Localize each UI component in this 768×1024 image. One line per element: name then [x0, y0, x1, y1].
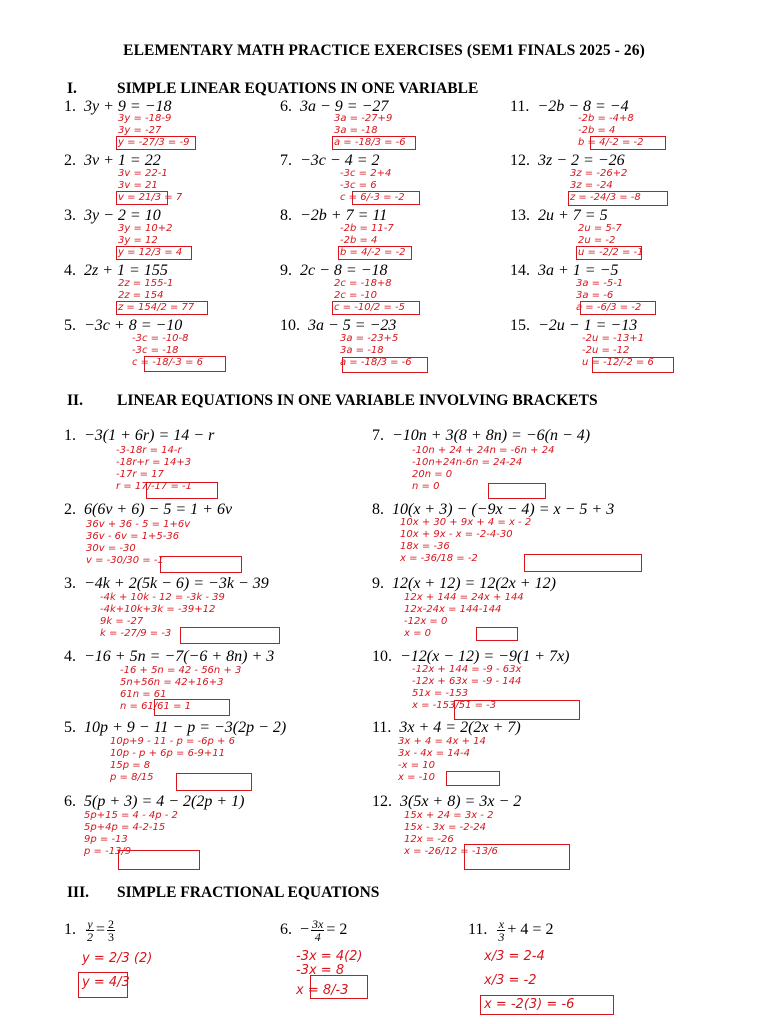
s2-problem-12: 12. 3(5x + 8) = 3x − 2 — [372, 793, 522, 810]
s1-work-11: -2b = -4+8 -2b = 4 b = 4/-2 = -2 — [578, 113, 644, 148]
s1-answer-box-12 — [568, 191, 668, 206]
s1-work-3: 3y = 10+2 3y = 12 y = 12/3 = 4 — [118, 223, 183, 258]
s1-work-4: 2z = 155-1 2z = 154 z = 154/2 = 77 — [118, 278, 195, 313]
s1-work-10: 3a = -23+5 3a = -18 a = -18/3 = -6 — [340, 333, 412, 368]
s1-answer-box-13 — [576, 246, 642, 260]
s1-problem-1: 1. 3y + 9 = −18 — [64, 98, 172, 115]
s2-work-8: 10x + 30 + 9x + 4 = x - 2 10x + 9x - x = -2-4-30 18x = -36 x = -36/18 = -2 — [400, 517, 532, 564]
s1-answer-box-8 — [338, 246, 412, 260]
s3-problem-1: 1. $\frac{y}{2}$ = $\frac{2}{3}$ — [64, 917, 115, 944]
s1-problem-12: 12. 3z − 2 = −26 — [510, 152, 625, 169]
s2-answer-box-4 — [154, 699, 230, 716]
s1-work-15: -2u = -13+1 -2u = -12 u = -12/-2 = 6 — [582, 333, 654, 368]
s1-work-12: 3z = -26+2 3z = -24 z = -24/3 = -8 — [570, 168, 641, 203]
s2-work-9: 12x + 144 = 24x + 144 12x-24x = 144-144 -12x = 0 x = 0 — [404, 592, 524, 639]
s2-problem-7: 7. −10n + 3(8 + 8n) = −6(n − 4) — [372, 427, 591, 444]
s2-work-7: -10n + 24 + 24n = -6n + 24 -10n+24n-6n = 24-24 20n = 0 n = 0 — [412, 445, 555, 492]
s2-work-6: 5p+15 = 4 - 4p - 2 5p+4p = 4-2-15 9p = -13 p = -13/9 — [84, 810, 178, 857]
s1-work-6: 3a = -27+9 3a = -18 a = -18/3 = -6 — [334, 113, 406, 148]
s1-problem-2: 2. 3v + 1 = 22 — [64, 152, 161, 169]
s3-work-6: -3x = 4(2) -3x = 8 x = 8/-3 — [296, 949, 363, 998]
s1-answer-box-9 — [332, 301, 420, 315]
s1-answer-box-11 — [590, 136, 666, 150]
s2-problem-3: 3. −4k + 2(5k − 6) = −3k − 39 — [64, 575, 269, 592]
s2-problem-4: 4. −16 + 5n = −7(−6 + 8n) + 3 — [64, 648, 275, 665]
s2-answer-box-1 — [146, 482, 218, 499]
s3-answer-box-11 — [480, 995, 614, 1015]
s1-answer-box-7 — [352, 191, 420, 205]
s1-problem-10: 10. 3a − 5 = −23 — [280, 317, 397, 334]
s1-problem-4: 4. 2z + 1 = 155 — [64, 262, 168, 279]
s1-work-5: -3c = -10-8 -3c = -18 c = -18/-3 = 6 — [132, 333, 204, 368]
s2-answer-box-11 — [446, 771, 500, 786]
section-3-title: SIMPLE FRACTIONAL EQUATIONS — [117, 884, 380, 901]
s2-work-11: 3x + 4 = 4x + 14 3x - 4x = 14-4 -x = 10 x = -10 — [398, 736, 486, 783]
section-1-number: I. — [67, 80, 77, 97]
s2-work-5: 10p+9 - 11 - p = -6p + 6 10p - p + 6p = 6-9+11 15p = 8 p = 8/15 — [110, 736, 235, 783]
s3-answer-box-6 — [310, 975, 368, 999]
s2-problem-8: 8. 10(x + 3) − (−9x − 4) = x − 5 + 3 — [372, 501, 615, 518]
s3-work-1: y = 2/3 (2) y = 4/3 — [82, 951, 153, 990]
s1-answer-box-14 — [580, 301, 656, 315]
s1-answer-box-2 — [116, 191, 168, 205]
s2-answer-box-3 — [180, 627, 280, 644]
s2-problem-6: 6. 5(p + 3) = 4 − 2(2p + 1) — [64, 793, 245, 810]
s1-problem-3: 3. 3y − 2 = 10 — [64, 207, 161, 224]
s1-problem-5: 5. −3c + 8 = −10 — [64, 317, 183, 334]
s2-answer-box-9 — [476, 627, 518, 641]
s3-problem-6: 6. − $\frac{3x}{4}$ = 2 — [280, 917, 348, 944]
s1-work-1: 3y = -18-9 3y = -27 y = -27/3 = -9 — [118, 113, 190, 148]
s1-answer-box-1 — [116, 136, 196, 150]
s1-work-9: 2c = -18+8 2c = -10 c = -10/2 = -5 — [334, 278, 406, 313]
s3-answer-box-1 — [78, 972, 128, 998]
s1-work-14: 3a = -5-1 3a = -6 a = -6/3 = -2 — [576, 278, 642, 313]
page-title: ELEMENTARY MATH PRACTICE EXERCISES (SEM1 FINALS 2025 - 26) — [123, 42, 645, 59]
s2-work-2: 36v + 36 - 5 = 1+6v 36v - 6v = 1+5-36 30v = -30 v = -30/30 = -1 — [86, 519, 191, 566]
s2-answer-box-2 — [160, 556, 242, 573]
s1-problem-6: 6. 3a − 9 = −27 — [280, 98, 389, 115]
s2-work-4: -16 + 5n = 42 - 56n + 3 5n+56n = 42+16+3 61n = 61 n = 61/61 = 1 — [120, 665, 242, 712]
s1-answer-box-4 — [116, 301, 208, 315]
s2-problem-9: 9. 12(x + 12) = 12(2x + 12) — [372, 575, 556, 592]
section-2-title: LINEAR EQUATIONS IN ONE VARIABLE INVOLVING BRACKETS — [117, 392, 598, 409]
s1-answer-box-10 — [342, 357, 428, 373]
s1-answer-box-3 — [116, 246, 192, 260]
s2-answer-box-6 — [118, 850, 200, 870]
s1-problem-15: 15. −2u − 1 = −13 — [510, 317, 638, 334]
s1-answer-box-5 — [144, 356, 226, 372]
s2-problem-11: 11. 3x + 4 = 2(2x + 7) — [372, 719, 521, 736]
s1-problem-8: 8. −2b + 7 = 11 — [280, 207, 388, 224]
s2-work-1: -3-18r = 14-r -18r+r = 14+3 -17r = 17 r = 17/-17 = -1 — [116, 445, 192, 492]
s2-problem-2: 2. 6(6v + 6) − 5 = 1 + 6v — [64, 501, 233, 518]
section-2-number: II. — [67, 392, 83, 409]
s1-problem-14: 14. 3a + 1 = −5 — [510, 262, 619, 279]
s2-work-3: -4k + 10k - 12 = -3k - 39 -4k+10k+3k = -39+12 9k = -27 k = -27/9 = -3 — [100, 592, 225, 639]
s1-work-7: -3c = 2+4 -3c = 6 c = 6/-3 = -2 — [340, 168, 405, 203]
s1-work-2: 3v = 22-1 3v = 21 v = 21/3 = 7 — [118, 168, 183, 203]
section-1-title: SIMPLE LINEAR EQUATIONS IN ONE VARIABLE — [117, 80, 479, 97]
s1-problem-9: 9. 2c − 8 = −18 — [280, 262, 388, 279]
s2-work-10: -12x + 144 = -9 - 63x -12x + 63x = -9 - 144 51x = -153 x = -153/51 = -3 — [412, 664, 522, 711]
s1-problem-13: 13. 2u + 7 = 5 — [510, 207, 608, 224]
s2-answer-box-12 — [464, 844, 570, 870]
s1-work-8: -2b = 11-7 -2b = 4 b = 4/-2 = -2 — [340, 223, 406, 258]
s2-problem-5: 5. 10p + 9 − 11 − p = −3(2p − 2) — [64, 719, 287, 736]
s2-answer-box-10 — [454, 700, 580, 720]
s1-problem-7: 7. −3c − 4 = 2 — [280, 152, 380, 169]
s2-work-12: 15x + 24 = 3x - 2 15x - 3x = -2-24 12x = -26 x = -26/12 = -13/6 — [404, 810, 498, 857]
s1-work-13: 2u = 5-7 2u = -2 u = -2/2 = -1 — [578, 223, 644, 258]
s2-problem-1: 1. −3(1 + 6r) = 14 − r — [64, 427, 215, 444]
section-3-number: III. — [67, 884, 89, 901]
s2-answer-box-7 — [488, 483, 546, 499]
s3-problem-11: 11. $\frac{x}{3}$ + 4 = 2 — [468, 917, 554, 944]
s2-problem-10: 10. −12(x − 12) = −9(1 + 7x) — [372, 648, 570, 665]
s1-problem-11: 11. −2b − 8 = −4 — [510, 98, 629, 115]
s2-answer-box-8 — [524, 554, 642, 572]
s1-answer-box-15 — [592, 357, 674, 373]
s1-answer-box-6 — [332, 136, 416, 150]
s3-work-11: x/3 = 2-4 x/3 = -2 x = -2(3) = -6 — [484, 949, 575, 1012]
s2-answer-box-5 — [176, 773, 252, 791]
